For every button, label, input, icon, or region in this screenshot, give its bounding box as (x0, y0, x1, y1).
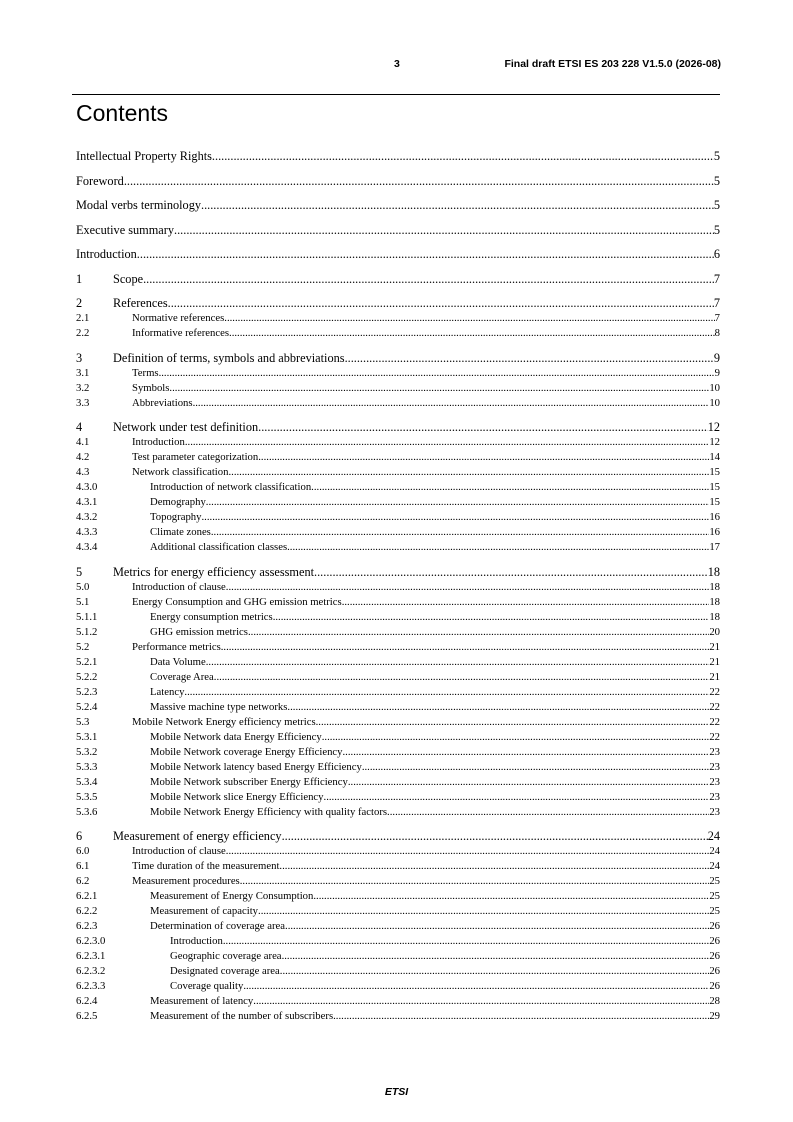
toc-leader-dots (201, 197, 714, 213)
toc-entry[interactable] (76, 173, 720, 189)
toc-entry-title: Mobile Network Energy Efficiency with quality factors (150, 805, 388, 818)
toc-entry[interactable] (76, 326, 720, 341)
toc-entry-number: 6.2.1 (76, 890, 98, 902)
toc-entry-page: 18 (709, 595, 720, 608)
toc-entry-title: Mobile Network slice Energy Efficiency (150, 790, 324, 803)
toc-leader-dots (221, 640, 710, 655)
toc-entry-page: 20 (709, 625, 720, 638)
toc-leader-dots (248, 625, 709, 640)
toc-entry[interactable] (76, 700, 720, 715)
toc-entry-title: Massive machine type networks (150, 700, 288, 713)
toc-entry-number: 4.1 (76, 436, 90, 448)
toc-entry-title: Topography (150, 511, 202, 523)
toc-entry-title: Additional classification classes (150, 541, 288, 553)
toc-entry[interactable] (76, 480, 720, 495)
toc-entry[interactable] (76, 396, 720, 411)
page-header (76, 58, 721, 72)
toc-entry-title: Energy consumption metrics (150, 610, 273, 623)
toc-entry-number: 5.2.3 (76, 685, 98, 698)
toc-entry-title: Designated coverage area (170, 965, 280, 977)
toc-entry-title: References (113, 296, 168, 310)
toc-leader-dots (240, 874, 710, 889)
toc-leader-dots (287, 700, 709, 715)
toc-entry-page: 26 (709, 935, 720, 947)
toc-entry-title: Measurement of latency (150, 995, 254, 1007)
toc-entry-page: 14 (709, 451, 720, 463)
toc-leader-dots (324, 790, 710, 805)
toc-entry-title: Measurement of Energy Consumption (150, 890, 314, 902)
toc-entry-title: Terms (132, 366, 159, 379)
toc-entry-page: 10 (709, 396, 720, 409)
toc-entry-title: Network classification (132, 466, 229, 478)
toc-leader-dots (280, 964, 710, 979)
toc-leader-dots (169, 381, 709, 396)
toc-entry-page: 29 (709, 1010, 720, 1022)
toc-entry-number: 5.2.2 (76, 670, 98, 683)
toc-entry-number: 5.1.2 (76, 625, 98, 638)
toc-leader-dots (287, 540, 709, 555)
toc-entry[interactable] (76, 745, 720, 760)
toc-entry[interactable] (76, 979, 720, 994)
toc-entry-title: Introduction of clause (132, 580, 226, 593)
toc-entry-page: 18 (709, 580, 720, 593)
toc-entry[interactable] (76, 610, 720, 625)
toc-entry-page: 7 (714, 312, 720, 324)
toc-leader-dots (243, 979, 709, 994)
toc-leader-dots (342, 595, 710, 610)
toc-entry-page: 5 (713, 198, 720, 212)
toc-entry-title: Mobile Network Energy efficiency metrics (132, 715, 316, 728)
toc-entry-title: Time duration of the measurement (132, 860, 280, 872)
toc-entry[interactable] (76, 859, 720, 874)
toc-entry-number: 6.2 (76, 875, 90, 887)
page-title: Contents (76, 100, 169, 126)
toc-entry-page: 23 (709, 790, 720, 803)
page-footer: ETSI (384, 1086, 409, 1098)
toc-leader-dots (282, 828, 708, 844)
toc-leader-dots (212, 148, 714, 164)
toc-entry-page: 25 (709, 875, 720, 887)
toc-entry[interactable] (76, 465, 720, 480)
toc-leader-dots (226, 580, 710, 595)
toc-entry[interactable] (76, 295, 720, 311)
toc-entry[interactable] (76, 1009, 720, 1024)
toc-entry-page: 21 (709, 655, 720, 668)
toc-entry-page: 9 (713, 350, 720, 365)
toc-entry[interactable] (76, 775, 720, 790)
toc-entry-title: Abbreviations (132, 396, 193, 409)
toc-entry-page: 24 (709, 860, 720, 872)
toc-entry-number: 5.3.1 (76, 730, 98, 743)
toc-entry-number: 3.2 (76, 381, 90, 394)
toc-entry-number: 2 (76, 296, 83, 310)
toc-entry[interactable] (76, 964, 720, 979)
toc-entry[interactable] (76, 435, 720, 450)
toc-entry-page: 7 (713, 296, 720, 310)
toc-entry[interactable] (76, 828, 720, 844)
toc-entry-number: 5.1 (76, 595, 90, 608)
toc-entry[interactable] (76, 540, 720, 555)
toc-entry-title: Coverage quality (170, 980, 244, 992)
toc-entry-page: 26 (709, 965, 720, 977)
toc-leader-dots (279, 859, 709, 874)
toc-entry-number: 6.2.2 (76, 905, 98, 917)
toc-entry-number: 6.2.5 (76, 1010, 98, 1022)
toc-leader-dots (193, 396, 710, 411)
toc-leader-dots (137, 246, 714, 262)
toc-leader-dots (211, 525, 709, 540)
toc-entry[interactable] (76, 564, 720, 580)
toc-entry[interactable] (76, 271, 720, 287)
toc-entry-title: Mobile Network subscriber Energy Efficiency (150, 775, 348, 788)
toc-entry-title: Introduction (170, 935, 223, 947)
toc-entry-title: Metrics for energy efficiency assessment (113, 564, 315, 579)
toc-leader-dots (343, 745, 710, 760)
toc-leader-dots (258, 904, 709, 919)
toc-entry-number: 6.1 (76, 860, 90, 872)
toc-entry-title: Mobile Network coverage Energy Efficiency (150, 745, 343, 758)
toc-entry-number: 6.2.3 (76, 920, 98, 932)
toc-entry-title: Measurement of energy efficiency (113, 829, 282, 843)
toc-leader-dots (387, 805, 709, 820)
toc-leader-dots (313, 889, 709, 904)
toc-entry-page: 10 (709, 381, 720, 394)
toc-entry-page: 24 (709, 845, 720, 857)
toc-entry-number: 5.3 (76, 715, 90, 728)
toc-entry[interactable] (76, 904, 720, 919)
toc-leader-dots (214, 670, 710, 685)
toc-entry-page: 23 (709, 745, 720, 758)
toc-entry-title: Introduction of clause (132, 845, 226, 857)
toc-entry[interactable] (76, 805, 720, 820)
toc-entry-title: Measurement procedures (132, 875, 240, 887)
toc-entry-title: Latency (150, 685, 185, 698)
toc-entry[interactable] (76, 350, 720, 366)
toc-entry-page: 18 (707, 564, 720, 579)
toc-entry-title: Symbols (132, 381, 170, 394)
toc-entry-number: 5.0 (76, 580, 90, 593)
toc-entry-page: 22 (709, 730, 720, 743)
toc-entry-title: Definition of terms, symbols and abbreviations (113, 350, 345, 365)
toc-entry[interactable] (76, 874, 720, 889)
toc-entry-number: 6.2.3.3 (76, 980, 106, 992)
toc-entry-page: 15 (709, 496, 720, 508)
toc-entry-title: Network under test definition (113, 420, 259, 434)
toc-entry-page: 21 (709, 640, 720, 653)
toc-leader-dots (333, 1009, 709, 1024)
toc-entry-number: 4.3.1 (76, 496, 98, 508)
header-rule (72, 94, 720, 95)
toc-entry[interactable] (76, 730, 720, 745)
toc-entry-number: 5.3.5 (76, 790, 98, 803)
toc-leader-dots (184, 685, 709, 700)
toc-entry-page: 22 (709, 700, 720, 713)
toc-entry-title: Climate zones (150, 526, 211, 538)
toc-entry[interactable] (76, 625, 720, 640)
toc-entry-page: 23 (709, 760, 720, 773)
toc-entry-page: 6 (713, 247, 720, 261)
toc-entry-number: 3.1 (76, 366, 90, 379)
toc-entry-title: Energy Consumption and GHG emission metrics (132, 595, 342, 608)
toc-entry-number: 5.3.6 (76, 805, 98, 818)
toc-entry-page: 26 (709, 920, 720, 932)
toc-entry-number: 6.2.4 (76, 995, 98, 1007)
toc-leader-dots (311, 480, 709, 495)
toc-entry-number: 2.2 (76, 327, 90, 339)
toc-leader-dots (258, 419, 708, 435)
toc-entry-title: Introduction (76, 247, 137, 261)
toc-entry-number: 4.3.4 (76, 541, 98, 553)
toc-entry-page: 25 (709, 890, 720, 902)
document-id: Final draft ETSI ES 203 228 V1.5.0 (2026-08) (504, 58, 721, 70)
toc-entry-title: Modal verbs terminology (76, 198, 201, 212)
toc-leader-dots (282, 949, 710, 964)
toc-entry-title: Data Volume (150, 655, 206, 668)
toc-entry[interactable] (76, 994, 720, 1009)
toc-entry[interactable] (76, 419, 720, 435)
toc-leader-dots (174, 222, 714, 238)
toc-entry-title: Coverage Area (150, 670, 214, 683)
toc-leader-dots (226, 844, 710, 859)
toc-entry-page: 22 (709, 715, 720, 728)
toc-entry-page: 28 (709, 995, 720, 1007)
toc-entry-number: 4.2 (76, 451, 90, 463)
toc-leader-dots (285, 919, 709, 934)
toc-leader-dots (253, 994, 709, 1009)
toc-leader-dots (168, 295, 714, 311)
toc-entry-page: 22 (709, 685, 720, 698)
toc-entry-number: 5.2 (76, 640, 90, 653)
toc-entry-number: 5.3.2 (76, 745, 98, 758)
toc-entry-number: 5.2.4 (76, 700, 98, 713)
toc-entry-number: 6.2.3.1 (76, 950, 106, 962)
toc-entry[interactable] (76, 790, 720, 805)
toc-entry-page: 26 (709, 950, 720, 962)
toc-leader-dots (322, 730, 710, 745)
toc-entry[interactable] (76, 495, 720, 510)
toc-entry[interactable] (76, 715, 720, 730)
toc-leader-dots (202, 510, 710, 525)
toc-leader-dots (223, 934, 709, 949)
toc-leader-dots (224, 311, 714, 326)
toc-entry[interactable] (76, 381, 720, 396)
toc-entry[interactable] (76, 655, 720, 670)
toc-leader-dots (206, 495, 710, 510)
toc-entry-number: 2.1 (76, 312, 90, 324)
toc-leader-dots (348, 775, 709, 790)
toc-leader-dots (362, 760, 710, 775)
toc-entry[interactable] (76, 760, 720, 775)
toc-entry[interactable] (76, 640, 720, 655)
toc-entry-page: 5 (713, 149, 720, 163)
toc-entry-title: Geographic coverage area (170, 950, 282, 962)
toc-entry-number: 5.1.1 (76, 610, 98, 623)
toc-leader-dots (185, 435, 709, 450)
toc-entry-number: 5 (76, 564, 83, 579)
toc-entry-number: 1 (76, 271, 83, 286)
toc-entry-page: 23 (709, 775, 720, 788)
toc-entry-title: Normative references (132, 312, 225, 324)
toc-entry-page: 5 (713, 173, 720, 188)
toc-entry-number: 4.3.0 (76, 481, 98, 493)
toc-entry-number: 4.3.2 (76, 511, 98, 523)
toc-entry-page: 8 (714, 327, 720, 339)
toc-entry-page: 25 (709, 905, 720, 917)
toc-entry[interactable] (76, 889, 720, 904)
toc-entry-number: 5.3.4 (76, 775, 98, 788)
toc-entry[interactable] (76, 844, 720, 859)
toc-entry[interactable] (76, 949, 720, 964)
toc-entry-page: 12 (707, 420, 720, 434)
toc-entry-page: 18 (709, 610, 720, 623)
toc-entry-page: 21 (709, 670, 720, 683)
toc-entry-title: Performance metrics (132, 640, 221, 653)
toc-entry-title: Test parameter categorization (132, 451, 259, 463)
toc-entry-number: 6.2.3.0 (76, 935, 106, 947)
toc-entry[interactable] (76, 197, 720, 213)
toc-entry-page: 16 (709, 511, 720, 523)
toc-entry-number: 4 (76, 420, 83, 434)
toc-entry[interactable] (76, 311, 720, 326)
toc-leader-dots (143, 271, 714, 287)
toc-leader-dots (228, 465, 709, 480)
toc-entry-number: 6.0 (76, 845, 90, 857)
toc-leader-dots (229, 326, 715, 341)
toc-entry[interactable] (76, 934, 720, 949)
toc-entry-number: 4.3 (76, 466, 90, 478)
toc-entry-title: GHG emission metrics (150, 625, 248, 638)
toc-entry-page: 7 (713, 271, 720, 286)
toc-entry-title: Mobile Network data Energy Efficiency (150, 730, 322, 743)
toc-entry[interactable] (76, 919, 720, 934)
toc-entry-number: 6 (76, 829, 83, 843)
toc-entry-number: 3.3 (76, 396, 90, 409)
toc-entry-title: Measurement of the number of subscribers (150, 1010, 334, 1022)
toc-entry[interactable] (76, 246, 720, 262)
toc-leader-dots (314, 564, 708, 580)
toc-entry-title: Mobile Network latency based Energy Efficiency (150, 760, 362, 773)
toc-entry-title: Demography (150, 496, 206, 508)
toc-entry[interactable] (76, 595, 720, 610)
toc-entry-number: 5.2.1 (76, 655, 98, 668)
toc-entry-title: Informative references (132, 327, 230, 339)
toc-leader-dots (124, 173, 714, 189)
toc-entry[interactable] (76, 510, 720, 525)
toc-entry-page: 24 (707, 829, 720, 843)
toc-entry[interactable] (76, 366, 720, 381)
toc-entry-page: 17 (709, 541, 720, 553)
toc-leader-dots (258, 450, 709, 465)
toc-entry-page: 15 (709, 481, 720, 493)
toc-entry-title: Introduction (132, 436, 185, 448)
toc-entry[interactable] (76, 525, 720, 540)
toc-entry[interactable] (76, 670, 720, 685)
toc-entry-page: 16 (709, 526, 720, 538)
toc-entry-number: 6.2.3.2 (76, 965, 106, 977)
toc-entry-page: 23 (709, 805, 720, 818)
toc-entry[interactable] (76, 148, 720, 164)
page-number: 3 (394, 58, 400, 70)
toc-leader-dots (159, 366, 715, 381)
toc-entry-title: Measurement of capacity (150, 905, 259, 917)
toc-entry[interactable] (76, 580, 720, 595)
toc-entry[interactable] (76, 450, 720, 465)
table-of-contents (76, 148, 720, 1024)
toc-entry-number: 4.3.3 (76, 526, 98, 538)
toc-leader-dots (345, 350, 714, 366)
toc-entry-title: Scope (113, 271, 144, 286)
toc-entry-page: 15 (709, 466, 720, 478)
toc-leader-dots (273, 610, 710, 625)
toc-entry[interactable] (76, 222, 720, 238)
toc-entry-page: 5 (713, 222, 720, 237)
toc-entry-page: 12 (709, 436, 720, 448)
toc-leader-dots (316, 715, 710, 730)
toc-entry-page: 26 (709, 980, 720, 992)
toc-entry-title: Introduction of network classification (150, 481, 312, 493)
toc-leader-dots (206, 655, 710, 670)
toc-entry-title: Executive summary (76, 222, 175, 237)
toc-entry-number: 3 (76, 350, 83, 365)
toc-entry[interactable] (76, 685, 720, 700)
toc-entry-title: Intellectual Property Rights (76, 149, 212, 163)
toc-entry-title: Determination of coverage area (150, 920, 286, 932)
toc-entry-title: Foreword (76, 173, 124, 188)
toc-entry-page: 9 (714, 366, 720, 379)
toc-entry-number: 5.3.3 (76, 760, 98, 773)
